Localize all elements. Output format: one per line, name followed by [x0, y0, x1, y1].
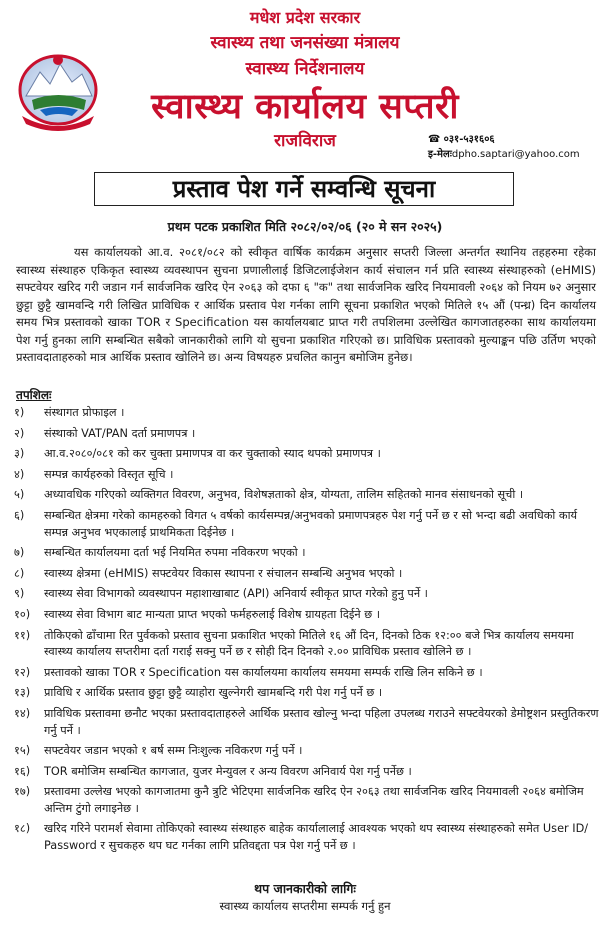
list-item [14, 607, 600, 624]
ministry-name: स्वास्थ्य तथा जनसंख्या मंत्रालय [210, 33, 400, 53]
list-item-text: संस्थाको VAT/PAN दर्ता प्रमाणपत्र । [44, 426, 196, 440]
requirements-list [14, 405, 600, 859]
list-item-text: सफ्टवेयर जडान भएको १ बर्ष सम्म निःशुल्क नविकरण गर्नु पर्ने । [44, 744, 303, 758]
list-item-number: १७) [14, 785, 31, 799]
office-location: राजविराज [274, 131, 336, 151]
list-item-text: सम्बन्धित कार्यालयमा दर्ता भई नियमित रुपमा नविकरण भएको । [44, 546, 306, 560]
list-item [14, 545, 600, 562]
list-item-text: TOR बमोजिम सम्बन्धित कागजात, युजर मेन्युवल र अन्य विवरण अनिवार्य पेश गर्नु पर्नेछ । [44, 764, 412, 778]
list-item-text: खरिद गरिने परामर्श सेवामा तोकिएको स्वास्थ्य संस्थाहरु बाहेक कार्यालालाई आवश्यक भएको थप स्वास्थ्य संस्थाहरुको समेत User ID/ Password र सुचकहरु थप घट गर्नका लागि प्रतिवद्दता पत्र पेश गर्नु पर्ने छ । [44, 822, 589, 853]
list-item-text: अध्यावधिक गरिएको व्यक्तिगत विवरण, अनुभव, विशेषज्ञताको क्षेत्र, योग्यता, तालिम सहितको मानव संसाधनको सूची । [44, 488, 524, 502]
body-paragraph: यस कार्यालयको आ.व. २०८१/०८२ को स्वीकृत वार्षिक कार्यक्रम अनुसार सप्तरी जिल्ला अन्तर्गत स्थानिय तहहरुमा रहेका स्वास्थ्य संस्थाहरु एकिकृत स्वास्थ्य व्यवस्थापन सुचना प्रणालीलाई डिजिटलाईजेशन कार्य संचालन गर्न प्रति स्वास्थ्य संस्थाहरुको (eHMIS) सफ्टवेयर खरिद गरी जडान गर्न सार्वजनिक खरिद ऐन २०६३ को दफा ६ "क" तथा सार्वजनिक खरिद नियमावली २०६४ को नियम ७२ अनुसार छुट्टा छुट्टै खामवन्दि गरी लिखित प्राविधिक र आर्थिक प्रस्ताव पेश गर्नका लागि सूचना प्रकाशित भएको मितिले १५ औं (पन्ध्र) दिन कार्यालय समय भित्र प्रस्तावको खाका TOR र Specification यस कार्यालयबाट प्राप्त गरी तपशिलमा उल्लेखित कागजातहरुका साथ कार्यालयमा पेश गर्नु हुनका लागि सम्बन्धित सबैको जानकारीको लागि यो सुचना प्रकाशित गरिएको छ। प्राविधिक प्रस्तावको मुल्याङ्कन पछि उर्तिण भएको प्रस्तावदाताहरुको मात्र आर्थिक प्रस्ताव खोलिने छ। अन्य विषयहरु प्रचलित कानुन बमोजिम हुनेछ। [16, 245, 596, 364]
publication-date: प्रथम पटक प्रकाशित मिति २०८२/०२/०६ (२० मे सन २०२५) [167, 219, 443, 234]
footer-heading: थप जानकारीको लागिः [254, 881, 356, 896]
directorate-name: स्वास्थ्य निर्देशनालय [245, 59, 365, 79]
list-item-text: प्रस्तावको खाका TOR र Specification यस कार्यालयमा कार्यालय समयमा सम्पर्क राखि लिन सकिने छ । [44, 665, 483, 679]
list-item [14, 467, 600, 484]
list-item [14, 628, 600, 661]
list-item-number: ११) [14, 628, 31, 642]
list-item-number: ६) [14, 508, 25, 522]
list-item-number: ४) [14, 467, 25, 481]
list-item [14, 685, 600, 702]
list-item-text: प्रस्तावमा उल्लेख भएको कागजातमा कुनै त्रुटि भेटिएमा सार्वजनिक खरिद ऐन २०६३ तथा सार्वजनिक खरिद नियमावली २०६४ बमोजिम अन्तिम टुंगो लगाइनेछ । [44, 785, 584, 815]
list-item-number: ९) [14, 587, 25, 601]
government-name: मधेश प्रदेश सरकार [249, 8, 361, 27]
phone-icon: ☎ [428, 134, 441, 145]
list-item-number: १०) [14, 607, 31, 621]
list-item-number: १६) [14, 764, 31, 778]
phone-row [428, 132, 606, 147]
list-item-number: ८) [14, 566, 25, 580]
list-item-number: १२) [14, 665, 31, 679]
list-item [14, 706, 600, 739]
list-item-number: १३) [14, 686, 31, 700]
list-item-number: २) [14, 426, 25, 440]
list-item [14, 743, 600, 760]
list-item [14, 487, 600, 504]
list-item-text: सम्बन्धित क्षेत्रमा गरेको कामहरुको विगत ५ वर्षको कार्यसम्पन्न/अनुभवको प्रमाणपत्रहरु पेश गर्नु पर्ने छ र सो भन्दा बढी अवधिको कार्य सम्पन्न अनुभव भएकालाई प्राथमिकता दिईनेछ । [44, 508, 578, 539]
list-item-number: ७) [14, 546, 25, 560]
email-row [428, 147, 606, 162]
list-item [14, 764, 600, 781]
email-address[interactable]: dpho.saptari@yahoo.com [451, 149, 580, 160]
list-item [14, 566, 600, 583]
list-item [14, 665, 600, 682]
list-item-text: स्वास्थ्य सेवा विभागको व्यवस्थापन महाशाखाबाट (API) अनिवार्य स्वीकृत प्राप्त गरेको हुनु पर्ने । [44, 587, 428, 601]
list-item-text: आ.व.२०८०/०८१ को कर चुक्ता प्रमाणपत्र वा कर चुक्ताको स्याद थपको प्रमाणपत्र । [44, 447, 381, 461]
email-label: इ-मेलः [428, 149, 452, 160]
list-item-text: सम्पन्न कार्यहरुको विस्तृत सूचि । [44, 467, 174, 481]
list-item [14, 821, 600, 854]
list-item-number: १८) [14, 822, 31, 836]
letterhead [0, 0, 610, 160]
list-item [14, 586, 600, 603]
list-item-number: १) [14, 406, 25, 419]
contact-block [428, 132, 606, 162]
footer-text: स्वास्थ्य कार्यालय सप्तरीमा सम्पर्क गर्नु हुन [219, 899, 391, 913]
list-item-number: ५) [14, 488, 25, 502]
list-item-text: प्राविधि र आर्थिक प्रस्ताव छुट्टा छुट्टै व्याहोरा खुल्नेगरी खामबन्दि गरी पेश गर्नु पर्ने छ । [44, 686, 383, 700]
notice-body [16, 244, 596, 367]
list-item-text: स्वास्थ्य क्षेत्रमा (eHMIS) सफ्टवेयर विकास स्थापना र संचालन सम्बन्धि अनुभव भएको । [44, 566, 403, 580]
list-item-number: १५) [14, 744, 31, 758]
list-item-text: प्राविधिक प्रस्तावमा छनौट भएका प्रस्तावदाताहरुले आर्थिक प्रस्ताव खोल्नु भन्दा पहिला उपलब्ध गराउने सफ्टवेयरको डेमोष्ट्रशन प्रस्तुतिकरण गर्नु पर्ने । [44, 706, 599, 737]
office-name: स्वास्थ्य कार्यालय सप्तरी [151, 87, 459, 127]
notice-title: प्रस्ताव पेश गर्ने सम्वन्धि सूचना [94, 172, 514, 206]
list-item-number: ३) [14, 447, 25, 461]
list-item-text: संस्थागत प्रोफाइल । [44, 406, 125, 419]
list-item [14, 446, 600, 463]
list-item [14, 405, 600, 422]
details-heading: तपशिलः [16, 388, 52, 402]
list-item-text: तोकिएको ढाँचामा रित पुर्वकको प्रस्ताव सुचना प्रकाशित भएको मितिले १६ औं दिन, दिनको ठिक १२:०० बजे भित्र कार्यालय समयमा स्वास्थ्य कार्यालय सप्तरीमा दर्ता गराई सक्नु पर्ने छ र सोही दिन दिनको २.०० प्राविधिक प्रस्ताव खोलिने छ । [44, 628, 574, 659]
phone-number: ०३१-५३१६०६ [443, 134, 495, 145]
list-item-text: स्वास्थ्य सेवा विभाग बाट मान्यता प्राप्त भएको फर्महरुलाई विशेष ग्रायहता दिईने छ । [44, 607, 381, 621]
list-item [14, 508, 600, 541]
list-item [14, 784, 600, 817]
list-item-number: १४) [14, 706, 31, 720]
list-item [14, 426, 600, 443]
